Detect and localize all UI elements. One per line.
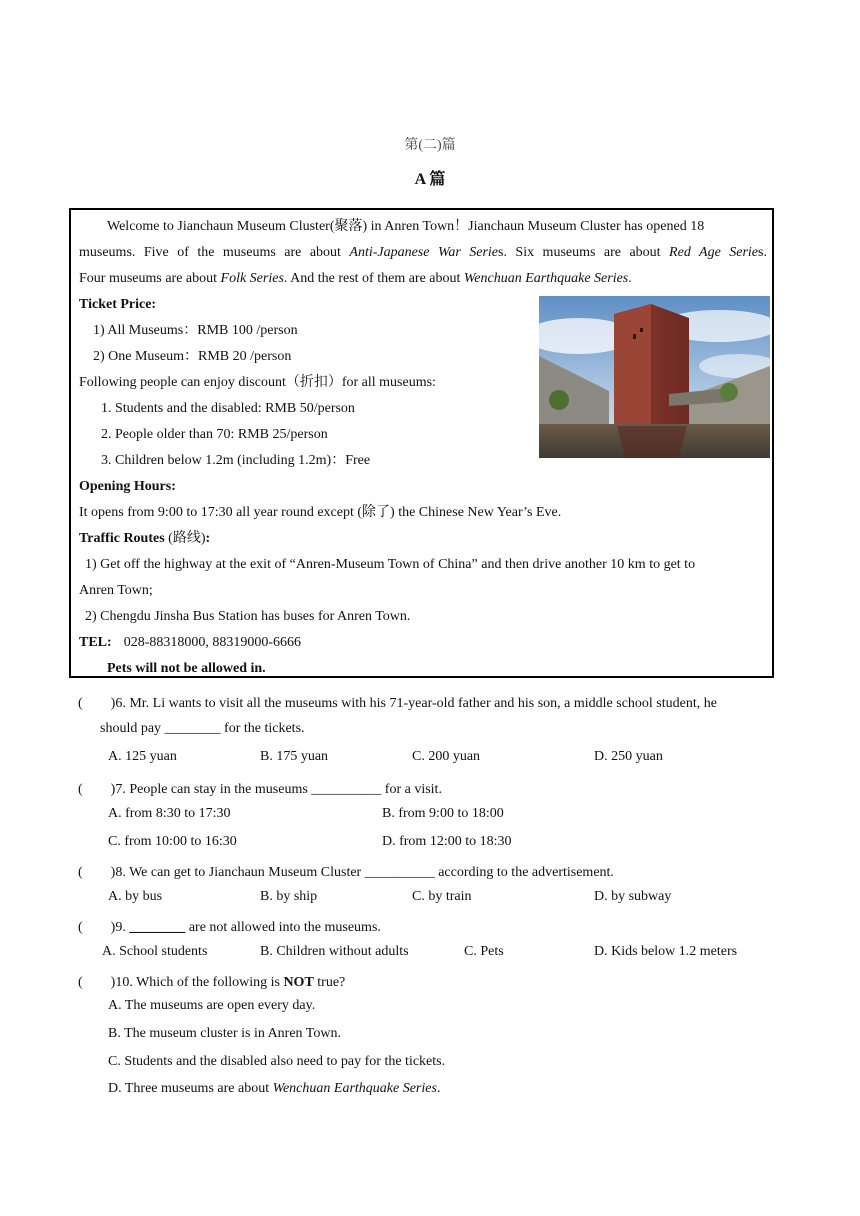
route-1-continued: Anren Town; [79,583,153,598]
q9-option-a: A. School students [102,944,208,959]
ticket-heading: Ticket Price: [79,297,157,312]
routes-heading: Traffic Routes (路线): [79,531,211,546]
q8-option-d: D. by subway [594,889,672,904]
q7-option-c: C. from 10:00 to 16:30 [108,834,237,849]
intro-line-1: Welcome to Jianchaun Museum Cluster(聚落) in Anren Town！Jianchaun Museum Cluster has opened 18 [107,219,705,234]
route-2: 2) Chengdu Jinsha Bus Station has buses for Anren Town. [85,609,411,624]
q9-option-b: B. Children without adults [260,944,409,959]
ticket-price-1: 1) All Museums：RMB 100 /person [93,323,298,338]
q10-option-b: B. The museum cluster is in Anren Town. [108,1026,341,1041]
q6-option-d: D. 250 yuan [594,749,663,764]
q6-option-c: C. 200 yuan [412,749,481,764]
q8-option-b: B. by ship [260,889,318,904]
discount-item-3: 3. Children below 1.2m (including 1.2m)：Free [101,453,371,468]
hours-text: It opens from 9:00 to 17:30 all year round except (除了) the Chinese New Year’s Eve. [79,505,562,520]
q10-option-c: C. Students and the disabled also need to pay for the tickets. [108,1054,446,1069]
question-7: ( )7. People can stay in the museums __________ for a visit. [78,782,442,797]
q7-option-d: D. from 12:00 to 18:30 [382,834,512,849]
discount-item-2: 2. People older than 70: RMB 25/person [101,427,328,442]
hours-heading: Opening Hours: [79,479,176,494]
q8-option-a: A. by bus [108,889,163,904]
intro-line-3: Four museums are about Folk Series. And the rest of them are about Wenchuan Earthquake Series. [79,271,632,286]
discount-intro: Following people can enjoy discount（折扣）for all museums: [79,375,436,390]
question-10: ( )10. Which of the following is NOT true? [78,975,346,990]
tel-line: TEL: 028-88318000, 88319000-6666 [79,635,302,650]
advertisement-box [69,208,774,678]
q10-option-d: D. Three museums are about Wenchuan Earthquake Series. [108,1081,441,1096]
q6-option-a: A. 125 yuan [108,749,177,764]
section-title: A 篇 [414,171,446,188]
question-8: ( )8. We can get to Jianchaun Museum Cluster __________ according to the advertisement. [78,865,614,880]
q9-option-d: D. Kids below 1.2 meters [594,944,738,959]
q7-option-b: B. from 9:00 to 18:00 [382,806,504,821]
part-title: 第(二)篇 [404,138,456,153]
q8-option-c: C. by train [412,889,472,904]
museum-photo [539,296,770,458]
ticket-price-2: 2) One Museum：RMB 20 /person [93,349,292,364]
route-1: 1) Get off the highway at the exit of “Anren-Museum Town of China” and then drive another 10 km to get to [85,557,696,572]
q9-blank: ________ [129,920,186,935]
discount-item-1: 1. Students and the disabled: RMB 50/person [101,401,355,416]
question-9: ( )9. ________ are not allowed into the museums. [78,920,381,935]
q9-option-c: C. Pets [464,944,504,959]
q7-option-a: A. from 8:30 to 17:30 [108,806,231,821]
intro-line-2: museums. Five of the museums are about Anti-Japanese War Series. Six museums are about Red Age Series. [79,245,767,260]
question-6: ( )6. Mr. Li wants to visit all the museums with his 71-year-old father and his son, a middle school student, he [78,696,717,711]
question-6-continuation: should pay ________ for the tickets. [100,721,305,736]
pets-notice: Pets will not be allowed in. [107,661,266,676]
q10-option-a: A. The museums are open every day. [108,998,316,1013]
q6-option-b: B. 175 yuan [260,749,329,764]
